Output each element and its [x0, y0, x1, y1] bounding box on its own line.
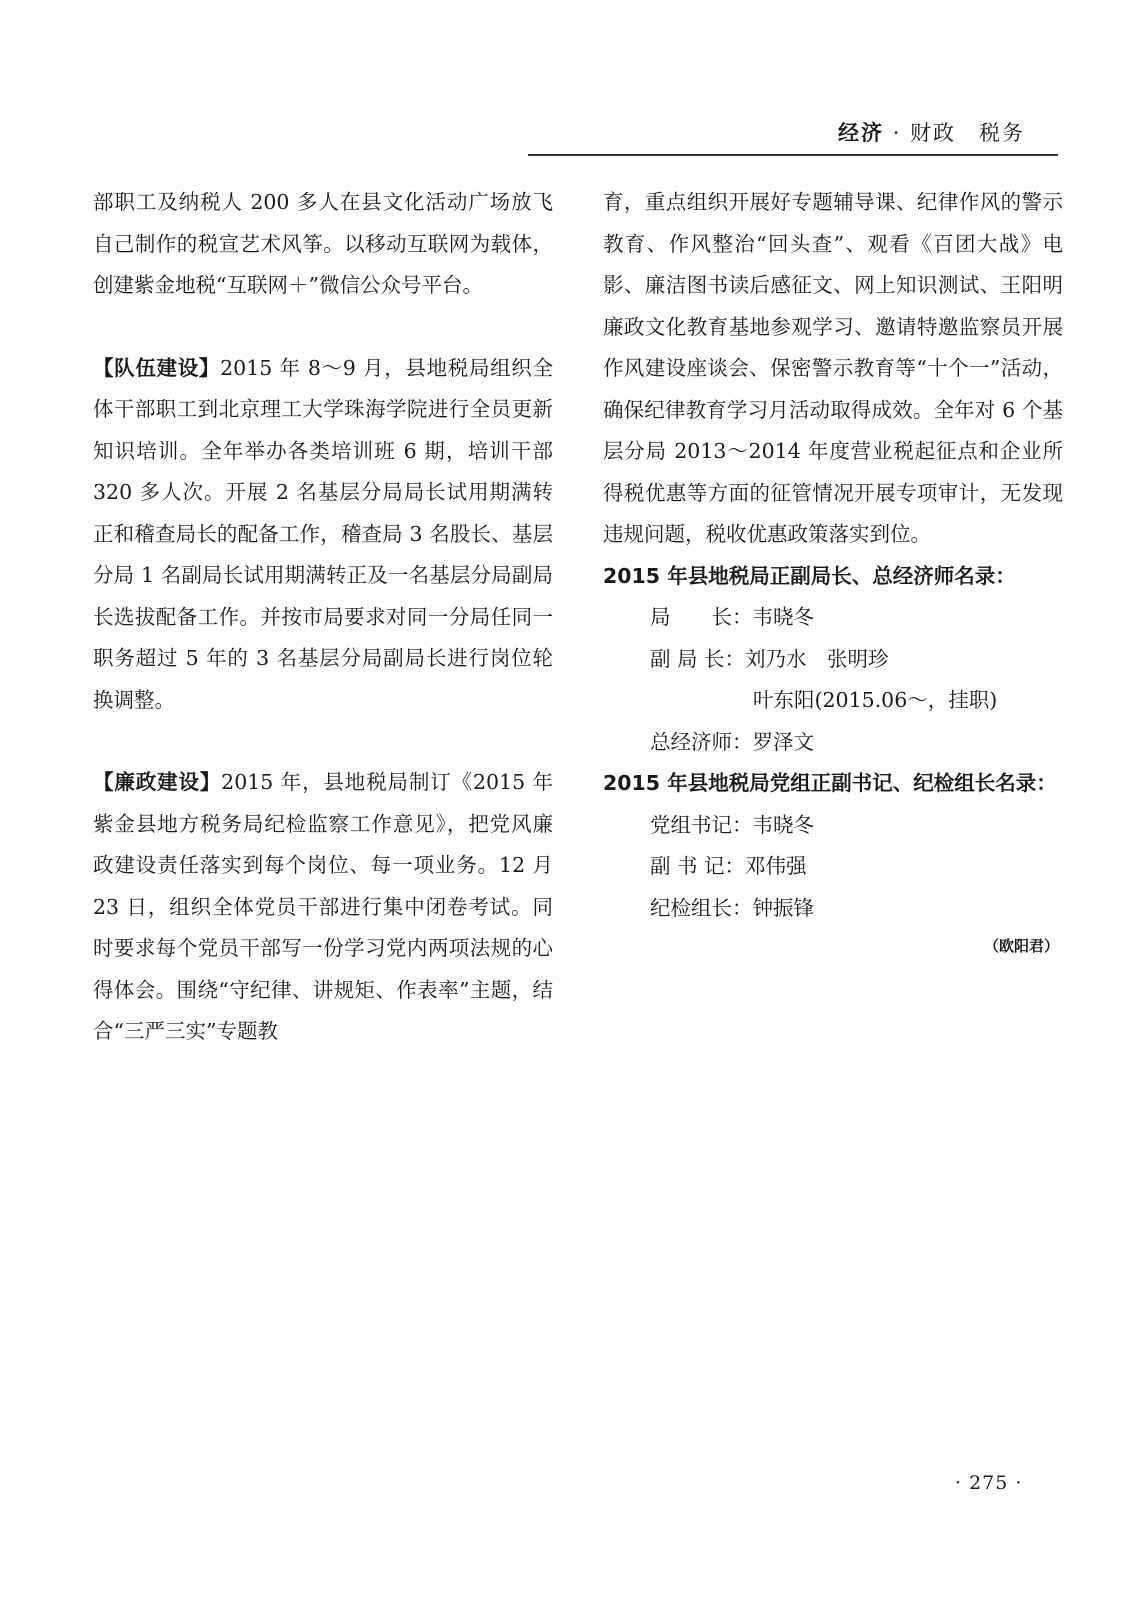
roster-item: 叶东阳(2015.06～，挂职) — [753, 688, 998, 712]
roster-item: 副 书 记：邓伟强 — [650, 854, 807, 878]
list-heading: 2015 年县地税局正副局长、总经济师名录： — [603, 563, 1016, 588]
roster-item: 总经济师：罗泽文 — [650, 729, 814, 754]
roster-item: 副 局 长：刘乃水 张明珍 — [650, 646, 889, 671]
paragraph: 部职工及纳税人 200 多人在县文化活动广场放飞自己制作的税宣艺术风筝。以移动互联网为载体，创建紫金地税“互联网＋”微信公众号平台。 — [93, 190, 553, 297]
paragraph-text: 2015 年，县地税局制订《2015 年紫金县地方税务局纪检监察工作意见》，把党风廉政建设责任落实到每个岗位、每一项业务。12 月 23 日，组织全体党员干部进行集中闭卷考试。同时要求每个党员干部写一份学习党内两项法规的心得体会。围绕“守纪律、讲规矩、作表率”主题，结合“三严三实”专题教 — [93, 770, 554, 1043]
paragraph-gap — [93, 307, 553, 348]
paragraph-team-building — [93, 348, 553, 722]
header-subsection: 财政 税务 — [910, 121, 1026, 145]
header-rule — [528, 154, 1058, 156]
running-header — [838, 117, 1025, 147]
paragraph-gap — [93, 721, 553, 762]
paragraph-text: 2015 年 8～9 月，县地税局组织全体干部职工到北京理工大学珠海学院进行全员更新知识培训。全年举办各类培训班 6 期，培训干部 320 多人次。开展 2 名基层分局局长试用期满转正和稽查局长的配备工作，稽查局 3 名股长、基层分局 1 名副局长试用期满转正及一名基层分局副局长选拔配备工作。并按市局要求对同一分局任同一职务超过 5 年的 3 名基层分局副局长进行岗位轮换调整。 — [93, 355, 553, 712]
left-column — [93, 182, 553, 1053]
roster-item: 局 长：韦晓冬 — [650, 605, 814, 629]
section-label: 【廉政建设】 — [93, 770, 222, 794]
right-column — [603, 182, 1063, 963]
list-heading: 2015 年县地税局党组正副书记、纪检组长名录： — [603, 771, 1057, 795]
section-label: 【队伍建设】 — [93, 355, 221, 380]
paragraph: 育，重点组织开展好专题辅导课、纪律作风的警示教育、作风整治“回头查”、观看《百团大战》电影、廉洁图书读后感征文、网上知识测试、王阳明廉政文化教育基地参观学习、邀请特邀监察员开展作风建设座谈会、保密警示教育等“十个一”活动，确保纪律教育学习月活动取得成效。全年对 6 个基层分局 2013～2014 年度营业税起征点和企业所得税优惠等方面的征管情况开展专项审计，无发现违规问题，税收优惠政策落实到位。 — [603, 190, 1063, 546]
roster-item: 纪检组长：钟振锋 — [650, 895, 814, 920]
roster-item: 党组书记：韦晓冬 — [650, 812, 814, 837]
author-credit: （欧阳君） — [983, 937, 1059, 955]
page-number: · 275 · — [955, 1472, 1023, 1494]
header-dot: · — [892, 121, 902, 145]
header-section: 经济 — [838, 120, 884, 145]
paragraph-integrity — [93, 762, 553, 1053]
